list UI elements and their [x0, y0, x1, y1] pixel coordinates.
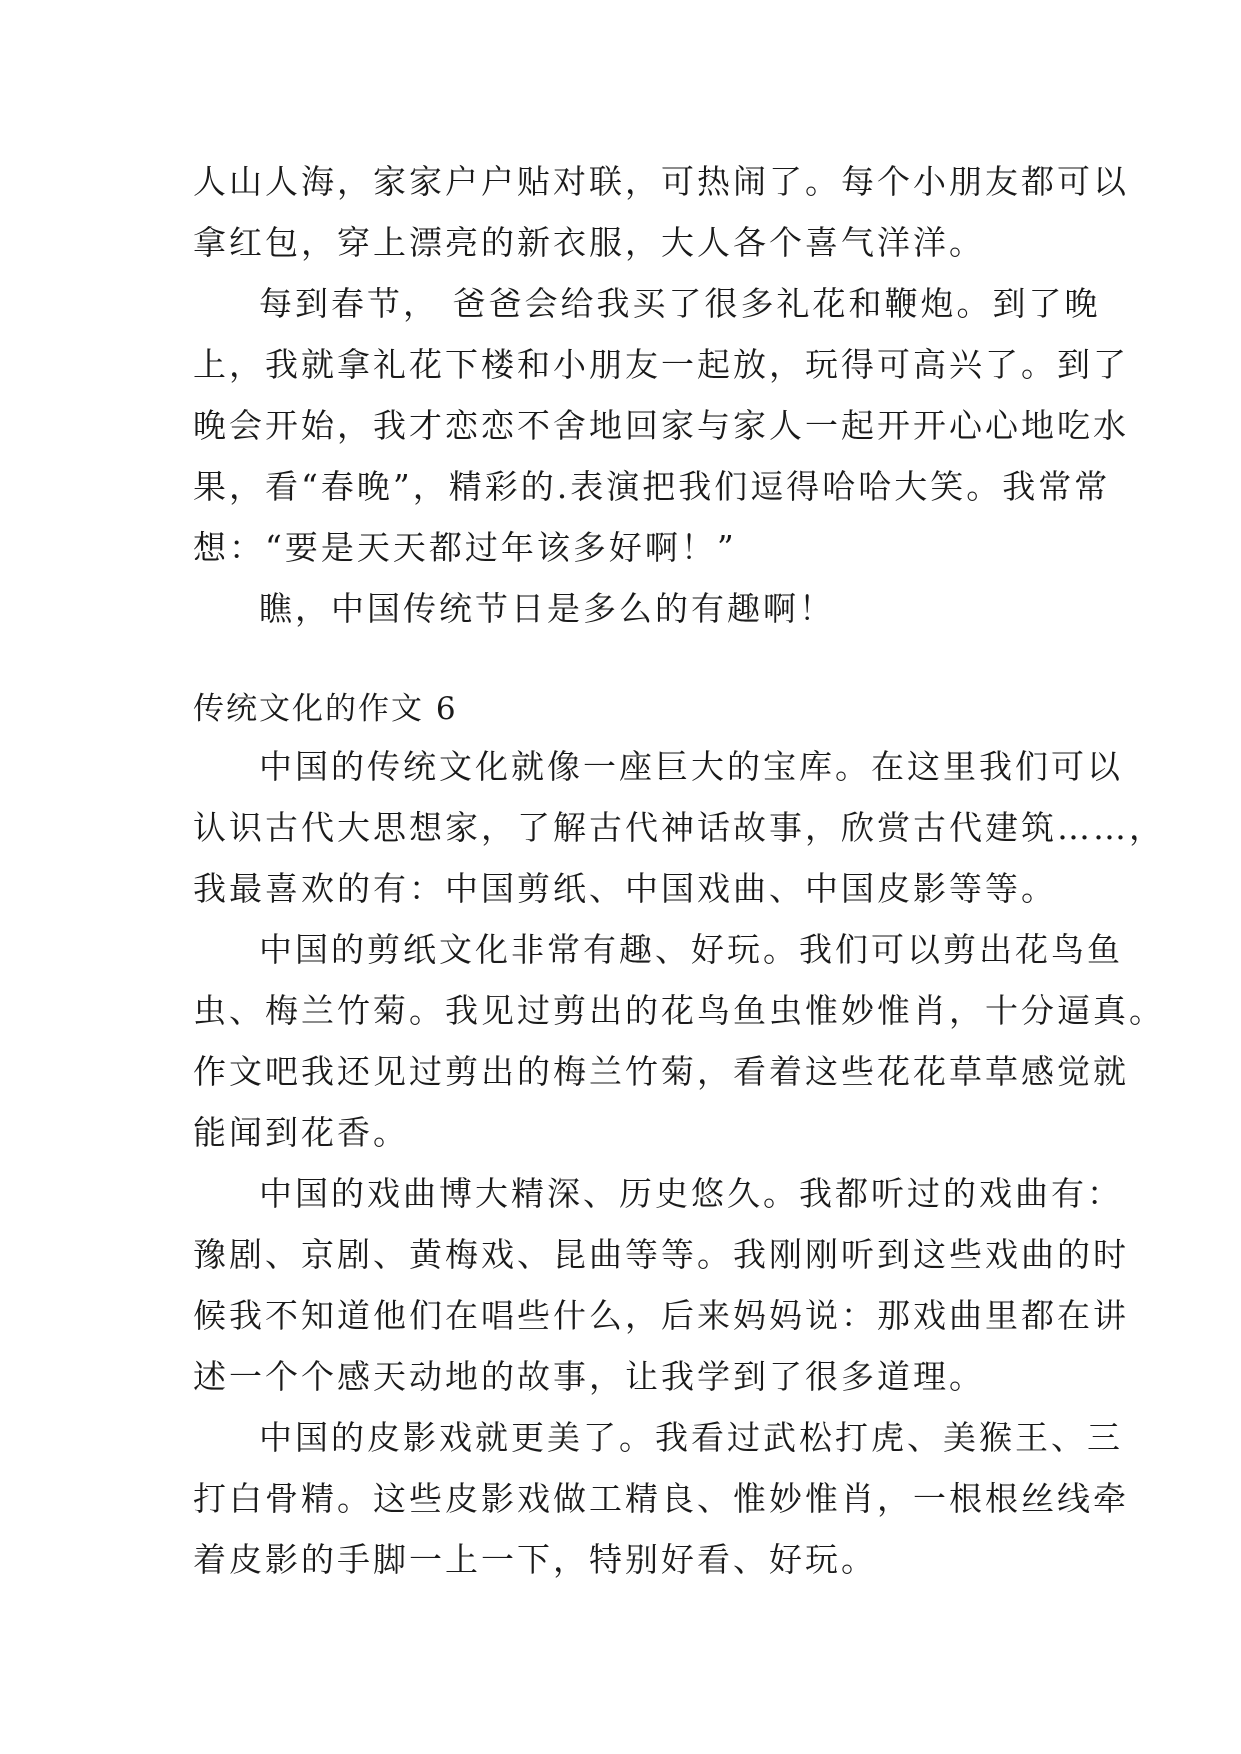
text-line: 虫、梅兰竹菊。我见过剪出的花鸟鱼虫惟妙惟肖，十分逼真。 [193, 991, 1165, 1030]
text-line: 每到春节， 爸爸会给我买了很多礼花和鞭炮。到了晚 [259, 284, 1101, 323]
text-line: 瞧，中国传统节日是多么的有趣啊！ [259, 589, 835, 628]
text-line: 候我不知道他们在唱些什么，后来妈妈说：那戏曲里都在讲 [193, 1296, 1129, 1335]
text-line: 中国的传统文化就像一座巨大的宝库。在这里我们可以 [259, 747, 1123, 786]
paragraph-spring-festival [193, 273, 1129, 578]
text-line: 作文吧我还见过剪出的梅兰竹菊，看着这些花花草草感觉就 [193, 1052, 1129, 1091]
text-line: 果，看“春晚”，精彩的.表演把我们逗得哈哈大笑。我常常 [193, 467, 1111, 506]
text-line: 拿红包，穿上漂亮的新衣服，大人各个喜气洋洋。 [193, 223, 985, 262]
text-line: 晚会开始，我才恋恋不舍地回家与家人一起开开心心地吃水 [193, 406, 1129, 445]
text-line: 打白骨精。这些皮影戏做工精良、惟妙惟肖，一根根丝线牵 [193, 1479, 1129, 1518]
text-line: 着皮影的手脚一上一下，特别好看、好玩。 [193, 1540, 877, 1579]
text-line: 能闻到花香。 [193, 1113, 409, 1152]
paragraph-intro [193, 151, 1129, 273]
text-line: 中国的剪纸文化非常有趣、好玩。我们可以剪出花鸟鱼 [259, 930, 1123, 969]
text-line: 中国的皮影戏就更美了。我看过武松打虎、美猴王、三 [259, 1418, 1123, 1457]
essay-title: 传统文化的作文 6 [193, 691, 458, 727]
text-line: 豫剧、京剧、黄梅戏、昆曲等等。我刚刚听到这些戏曲的时 [193, 1235, 1129, 1274]
paragraph-opera [193, 1163, 1129, 1407]
text-line: 述一个个感天动地的故事，让我学到了很多道理。 [193, 1357, 985, 1396]
paragraph-papercut [193, 919, 1165, 1163]
text-line: 人山人海，家家户户贴对联，可热闹了。每个小朋友都可以 [193, 162, 1129, 201]
text-line: 中国的戏曲博大精深、历史悠久。我都听过的戏曲有： [259, 1174, 1123, 1213]
text-line: 我最喜欢的有：中国剪纸、中国戏曲、中国皮影等等。 [193, 869, 1057, 908]
paragraph-treasure [193, 736, 1165, 919]
text-line: 上，我就拿礼花下楼和小朋友一起放，玩得可高兴了。到了 [193, 345, 1129, 384]
paragraph-conclusion [193, 578, 1053, 639]
paragraph-shadow-play [193, 1407, 1129, 1590]
text-line: 认识古代大思想家，了解古代神话故事，欣赏古代建筑……， [193, 808, 1165, 847]
text-line: 想：“要是天天都过年该多好啊！” [193, 528, 737, 567]
